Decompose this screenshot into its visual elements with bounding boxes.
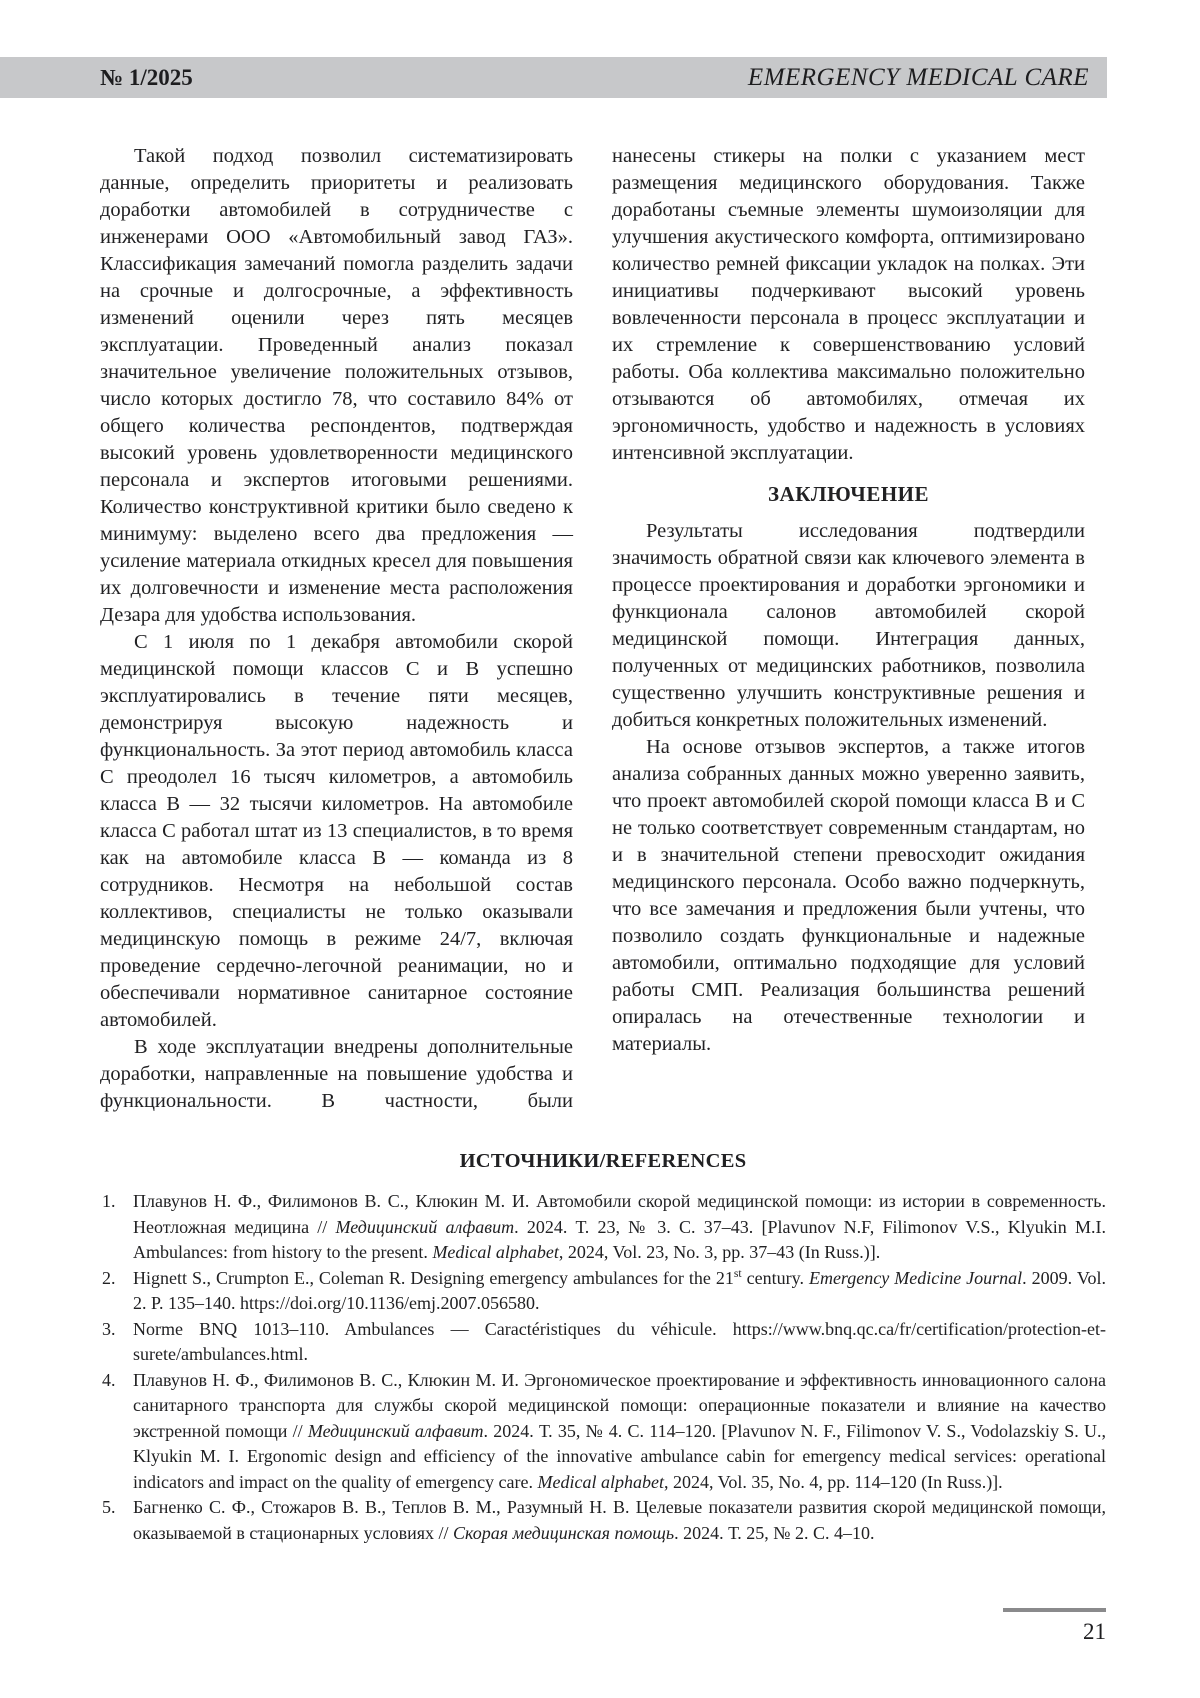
reference-text: Багненко С. Ф., Стожаров В. В., Теплов В. М., Разумный Н. В. Целевые показатели развития скорой медицинской помощи, оказываемой в стационарных условиях // Скорая медицинская помощь. 2024. Т. 25, № 2. С. 4–10. bbox=[133, 1497, 1106, 1543]
reference-number: 2. bbox=[102, 1267, 116, 1288]
reference-text: Плавунов Н. Ф., Филимонов В. С., Клюкин М. И. Эргономическое проектирование и эффективность инновационного салона санитарного транспорта для службы скорой медицинской помощи: операционные показатели и влияние на качество экстренной помощи // Медицинский алфавит. 2024. Т. 35, № 4. С. 114–120. [Plavunov N. F., Filimonov V. S., Vodolazskiy S. U., Klyukin M. I. Ergonomic design and efficiency of the innovative ambulance cabin for emergency medical services: operational indicators and impact on the quality of emergency care. Medical alphabet, 2024, Vol. 35, No. 4, pp. 114–120 (In Russ.)]. bbox=[133, 1369, 1106, 1492]
reference-item bbox=[100, 1189, 1106, 1266]
body-paragraph: С 1 июля по 1 декабря автомобили скорой медицинской помощи классов С и В успешно эксплуатировались в течение пяти месяцев, демонстрируя высокую надежность и функциональность. За этот период автомобиль класса С преодолел 16 тысяч километров, а автомобиль класса В — 32 тысячи километров. На автомобиле класса С работал штат из 13 специалистов, в то время как на автомобиле класса В — команда из 8 сотрудников. Несмотря на небольшой состав коллективов, специалисты не только оказывали медицинскую помощь в режиме 24/7, включая проведение сердечно-легочной реанимации, но и обеспечивали нормативное санитарное состояние автомобилей. bbox=[100, 631, 573, 1031]
journal-title: EMERGENCY MEDICAL CARE bbox=[747, 63, 1089, 91]
reference-item bbox=[100, 1368, 1106, 1496]
page-number: 21 bbox=[1083, 1619, 1106, 1644]
reference-number: 5. bbox=[102, 1497, 116, 1517]
reference-number: 1. bbox=[102, 1191, 116, 1211]
body-paragraph: Результаты исследования подтвердили значимость обратной связи как ключевого элемента в процессе проектирования и доработки эргономики и функционала салонов автомобилей скорой медицинской помощи. Интеграция данных, полученных от медицинских работников, позволила существенно улучшить конструктивные решения и добиться конкретных положительных изменений. bbox=[612, 520, 1085, 731]
body-paragraph: На основе отзывов экспертов, а также итогов анализа собранных данных можно уверенно заявить, что проект автомобилей скорой помощи класса В и С не только соответствует современным стандартам, но и в значительной степени превосходит ожидания медицинского персонала. Особо важно подчеркнуть, что все замечания и предложения были учтены, что позволило создать функциональные и надежные автомобили, оптимально подходящие для условий работы СМП. Реализация большинства решений опиралась на отечественные технологии и материалы. bbox=[612, 736, 1085, 1055]
references-list bbox=[100, 1189, 1106, 1546]
body-paragraph: нанесены стикеры на полки с указанием мест размещения медицинского оборудования. Также доработаны съемные элементы шумоизоляции для улучшения акустического комфорта, оптимизировано количество ремней фиксации укладок на полках. Эти инициативы подчеркивают высокий уровень вовлеченности персонала в процесс эксплуатации и их стремление к совершенствованию условий работы. Оба коллектива максимально положительно отзываются об автомобилях, отмечая их эргономичность, удобство и надежность в условиях интенсивной эксплуатации. bbox=[612, 145, 1085, 464]
article-body bbox=[100, 143, 1085, 1115]
reference-text: Hignett S., Crumpton E., Coleman R. Designing emergency ambulances for the 21st century. Emergency Medicine Journal. 2009. Vol. 2. P. 135–140. https://doi.org/10.1136/emj.2007.056580. bbox=[133, 1266, 1106, 1313]
references-heading: ИСТОЧНИКИ/REFERENCES bbox=[459, 1150, 747, 1172]
reference-number: 3. bbox=[102, 1318, 116, 1339]
reference-item bbox=[100, 1317, 1106, 1368]
references-section bbox=[100, 1150, 1106, 1546]
body-paragraph: Такой подход позволил систематизировать данные, определить приоритеты и реализовать доработки автомобилей в сотрудничестве с инженерами ООО «Автомобильный завод ГАЗ». Классификация замечаний помогла разделить задачи на срочные и долгосрочные, а эффективность изменений оценили через пять месяцев эксплуатации. Проведенный анализ показал значительное увеличение положительных отзывов, число которых достигло 78, что составило 84% от общего количества респондентов, подтверждая высокий уровень удовлетворенности медицинского персонала и экспертов итоговыми решениями. Количество конструктивной критики было сведено к минимуму: выделено всего два предложения — усиление материала откидных кресел для повышения их долговечности и изменение места расположения Дезара для удобства использования. bbox=[100, 145, 573, 626]
reference-item bbox=[100, 1266, 1106, 1317]
issue-number: № 1/2025 bbox=[100, 64, 193, 90]
reference-number: 4. bbox=[102, 1369, 116, 1390]
section-heading: ЗАКЛЮЧЕНИЕ bbox=[767, 482, 930, 506]
reference-item bbox=[100, 1495, 1106, 1546]
right-column bbox=[612, 143, 1085, 1115]
reference-text: Плавунов Н. Ф., Филимонов В. С., Клюкин М. И. Автомобили скорой медицинской помощи: из истории в современность. Неотложная медицина // Медицинский алфавит. 2024. Т. 23, № 3. С. 37–43. [Plavunov N.F, Filimonov V.S., Klyukin M.I. Ambulances: from history to the present. Medical alphabet, 2024, Vol. 23, No. 3, pp. 37–43 (In Russ.)]. bbox=[133, 1191, 1106, 1262]
page-header-bar bbox=[0, 57, 1107, 98]
body-paragraph: В ходе эксплуатации внедрены дополнительные доработки, направленные на повышение удобства и функциональности. В частности, были bbox=[100, 1036, 573, 1112]
left-column bbox=[100, 143, 573, 1115]
footer-rule bbox=[1003, 1608, 1106, 1612]
reference-text: Norme BNQ 1013–110. Ambulances — Caractéristiques du véhicule. https://www.bnq.qc.ca/fr/certification/protection-et-surete/ambulances.html. bbox=[133, 1318, 1106, 1364]
